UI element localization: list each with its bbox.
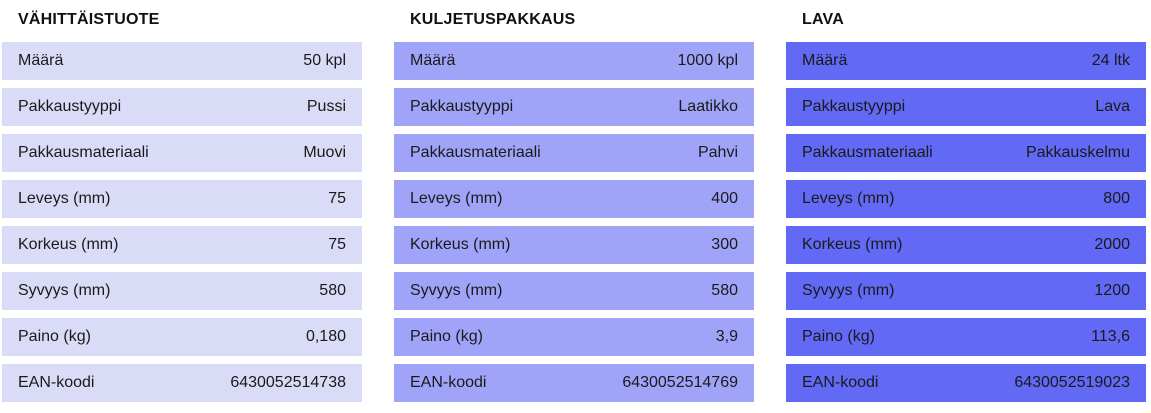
row-label: EAN-koodi — [18, 374, 95, 391]
row-label: EAN-koodi — [410, 374, 487, 391]
row-value: Lava — [1095, 98, 1130, 115]
row-value: 113,6 — [1091, 328, 1130, 345]
row-label: Korkeus (mm) — [802, 236, 903, 253]
table-row-weight — [786, 318, 1146, 356]
row-value: 24 ltk — [1091, 52, 1130, 69]
retail-product-table — [2, 42, 362, 410]
row-label: Korkeus (mm) — [410, 236, 511, 253]
row-value: 580 — [319, 282, 346, 299]
row-value: 1200 — [1094, 282, 1130, 299]
table-row-height — [2, 226, 362, 264]
row-value: 400 — [711, 190, 738, 207]
row-label: Pakkaustyyppi — [410, 98, 514, 115]
table-row-ean — [786, 364, 1146, 402]
row-value: Pahvi — [697, 144, 738, 161]
table-row-package-material — [786, 134, 1146, 172]
table-row-height — [786, 226, 1146, 264]
table-row-package-material — [394, 134, 754, 172]
column-title-transport: KULJETUSPAKKAUS — [410, 11, 576, 28]
table-row-width — [394, 180, 754, 218]
table-row-weight — [2, 318, 362, 356]
row-label: Pakkaustyyppi — [802, 98, 906, 115]
row-label: Paino (kg) — [18, 328, 91, 345]
table-row-package-material — [2, 134, 362, 172]
table-row-weight — [394, 318, 754, 356]
transport-package-column — [394, 0, 754, 410]
row-value: 75 — [328, 190, 346, 207]
row-value: 6430052514769 — [622, 374, 738, 391]
table-row-depth — [394, 272, 754, 310]
row-label: Paino (kg) — [802, 328, 875, 345]
row-label: Syvyys (mm) — [802, 282, 895, 299]
row-label: Määrä — [410, 52, 456, 69]
row-label: Määrä — [802, 52, 848, 69]
row-value: Muovi — [303, 144, 346, 161]
row-value: Pussi — [306, 98, 346, 115]
table-row-quantity — [2, 42, 362, 80]
row-value: Pakkauskelmu — [1025, 144, 1130, 161]
row-value: 6430052519023 — [1014, 374, 1130, 391]
row-value: 1000 kpl — [677, 52, 738, 69]
row-value: 6430052514738 — [230, 374, 346, 391]
pallet-column — [786, 0, 1146, 410]
row-value: 3,9 — [715, 328, 738, 345]
row-label: Paino (kg) — [410, 328, 483, 345]
row-label: Korkeus (mm) — [18, 236, 119, 253]
row-label: Pakkausmateriaali — [802, 144, 933, 161]
row-label: EAN-koodi — [802, 374, 879, 391]
row-label: Pakkaustyyppi — [18, 98, 122, 115]
transport-package-table — [394, 42, 754, 410]
row-value: 800 — [1103, 190, 1130, 207]
table-row-ean — [2, 364, 362, 402]
table-row-package-type — [2, 88, 362, 126]
row-label: Syvyys (mm) — [410, 282, 503, 299]
row-label: Syvyys (mm) — [18, 282, 111, 299]
column-title-retail: VÄHITTÄISTUOTE — [18, 11, 160, 28]
row-label: Pakkausmateriaali — [18, 144, 149, 161]
row-value: 580 — [711, 282, 738, 299]
row-value: 0,180 — [305, 328, 346, 345]
row-label: Leveys (mm) — [802, 190, 895, 207]
table-row-package-type — [394, 88, 754, 126]
table-row-height — [394, 226, 754, 264]
row-value: 50 kpl — [303, 52, 346, 69]
table-row-depth — [786, 272, 1146, 310]
row-value: 75 — [328, 236, 346, 253]
table-row-width — [2, 180, 362, 218]
table-row-depth — [2, 272, 362, 310]
table-row-ean — [394, 364, 754, 402]
table-row-package-type — [786, 88, 1146, 126]
pallet-table — [786, 42, 1146, 410]
row-value: 2000 — [1094, 236, 1130, 253]
row-value: Laatikko — [678, 98, 738, 115]
column-title-pallet: LAVA — [802, 11, 844, 28]
row-label: Leveys (mm) — [410, 190, 503, 207]
row-label: Määrä — [18, 52, 64, 69]
retail-product-column — [2, 0, 362, 410]
row-label: Pakkausmateriaali — [410, 144, 541, 161]
table-row-quantity — [786, 42, 1146, 80]
row-value: 300 — [711, 236, 738, 253]
row-label: Leveys (mm) — [18, 190, 111, 207]
table-row-width — [786, 180, 1146, 218]
table-row-quantity — [394, 42, 754, 80]
